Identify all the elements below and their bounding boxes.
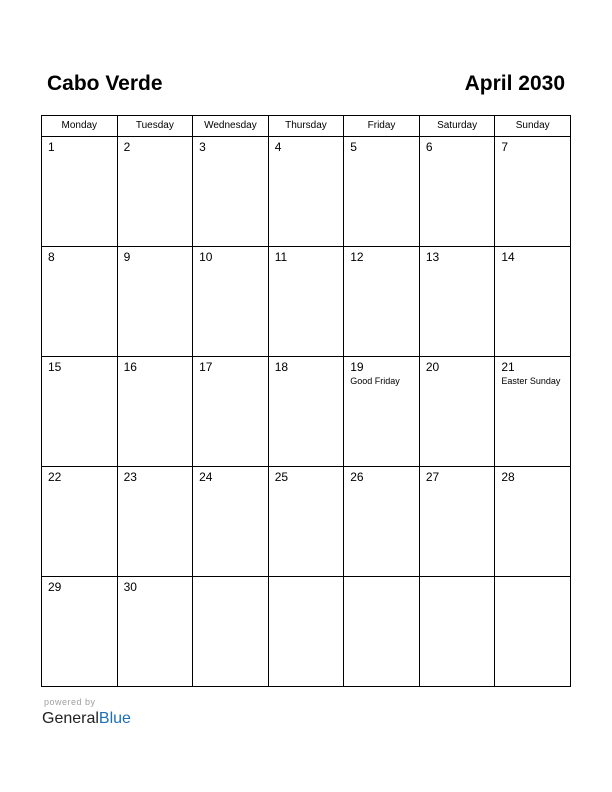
weekday-thursday: Thursday — [268, 116, 344, 137]
day-cell — [268, 577, 344, 687]
day-number: 23 — [123, 470, 137, 484]
day-number: 2 — [123, 140, 131, 154]
day-number: 29 — [48, 580, 62, 594]
day-number: 9 — [123, 250, 131, 264]
day-cell — [193, 247, 269, 357]
week-row — [42, 577, 571, 687]
powered-by-label: powered by — [44, 697, 96, 707]
day-cell — [117, 467, 193, 577]
day-number: 18 — [274, 360, 289, 374]
holiday-label: Easter Sunday — [501, 376, 561, 386]
day-cell — [495, 467, 571, 577]
week-row — [42, 467, 571, 577]
brand-general-text: General — [42, 710, 99, 727]
day-number: 4 — [274, 140, 282, 154]
day-cell — [268, 357, 344, 467]
day-number: 14 — [501, 250, 515, 264]
day-number: 11 — [274, 250, 288, 264]
day-number: 19 — [350, 360, 364, 374]
day-number: 28 — [501, 470, 515, 484]
day-cell — [193, 577, 269, 687]
weekday-tuesday: Tuesday — [117, 116, 193, 137]
day-cell — [495, 247, 571, 357]
day-number: 17 — [199, 360, 213, 374]
day-number: 20 — [425, 360, 440, 374]
day-cell — [42, 357, 118, 467]
day-number: 21 — [501, 360, 515, 374]
day-cell — [268, 467, 344, 577]
day-number: 13 — [425, 250, 440, 264]
day-cell — [419, 137, 495, 247]
weekday-friday: Friday — [344, 116, 420, 137]
day-cell — [42, 467, 118, 577]
day-cell — [495, 137, 571, 247]
week-row — [42, 137, 571, 247]
day-number: 22 — [48, 470, 62, 484]
weekday-header-row — [42, 116, 571, 137]
day-number: 8 — [48, 250, 55, 264]
day-number: 15 — [48, 360, 62, 374]
day-cell — [42, 247, 118, 357]
day-cell — [268, 137, 344, 247]
week-row — [42, 247, 571, 357]
day-cell — [193, 357, 269, 467]
day-number: 27 — [425, 470, 440, 484]
day-cell — [419, 247, 495, 357]
brand-blue-text: Blue — [98, 710, 131, 727]
day-number: 26 — [350, 470, 364, 484]
day-cell — [117, 247, 193, 357]
day-cell — [268, 247, 344, 357]
day-cell — [42, 577, 118, 687]
weekday-sunday: Sunday — [495, 116, 571, 137]
day-cell — [344, 137, 420, 247]
day-cell — [344, 247, 420, 357]
week-row — [42, 357, 571, 467]
day-cell — [193, 137, 269, 247]
day-cell — [117, 137, 193, 247]
month-title: April 2030 — [464, 72, 565, 95]
day-number: 24 — [199, 470, 213, 484]
day-cell — [344, 357, 420, 467]
day-cell — [419, 357, 495, 467]
day-cell — [495, 577, 571, 687]
day-cell — [344, 467, 420, 577]
day-cell — [117, 577, 193, 687]
weekday-saturday: Saturday — [419, 116, 495, 137]
weekday-wednesday: Wednesday — [193, 116, 269, 137]
day-cell — [495, 357, 571, 467]
day-number: 10 — [199, 250, 213, 264]
calendar-grid — [41, 115, 571, 687]
holiday-label: Good Friday — [350, 376, 400, 386]
day-cell — [193, 467, 269, 577]
day-number: 1 — [48, 140, 55, 154]
day-cell — [344, 577, 420, 687]
day-cell — [419, 467, 495, 577]
day-cell — [42, 137, 118, 247]
generalblue-logo[interactable] — [42, 709, 131, 729]
day-number: 7 — [501, 140, 509, 154]
day-number: 30 — [123, 580, 137, 594]
day-cell — [117, 357, 193, 467]
day-number: 12 — [350, 250, 364, 264]
day-number: 16 — [123, 360, 137, 374]
day-cell — [419, 577, 495, 687]
day-number: 5 — [350, 140, 357, 154]
day-number: 25 — [274, 470, 289, 484]
weekday-monday: Monday — [42, 116, 118, 137]
day-number: 3 — [199, 140, 206, 154]
country-title: Cabo Verde — [47, 72, 163, 95]
day-number: 6 — [425, 140, 433, 154]
